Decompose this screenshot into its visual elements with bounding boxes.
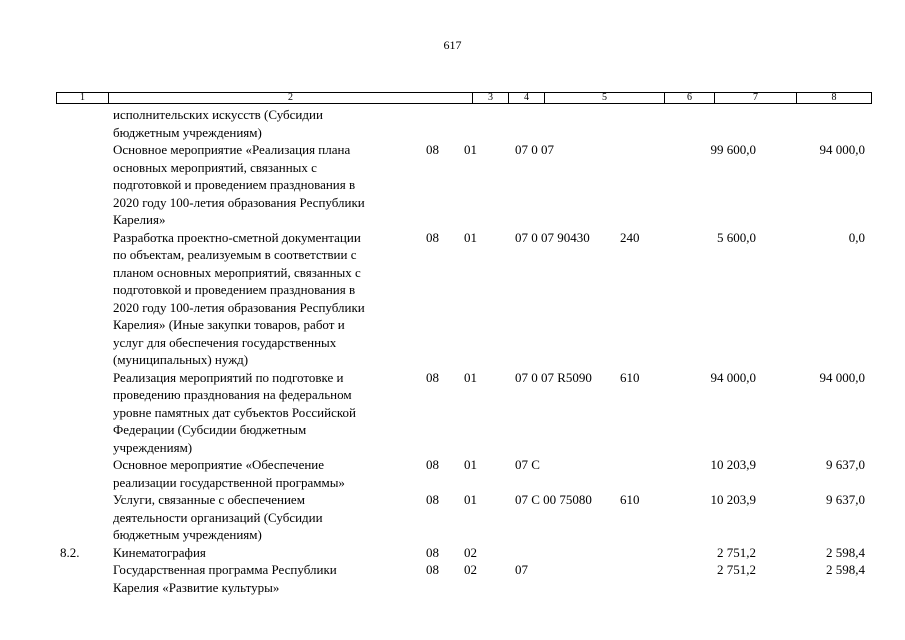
- item-name: [113, 491, 423, 544]
- amount-col7: 2 751,2: [717, 544, 756, 560]
- amount-col8: 9 637,0: [826, 457, 865, 472]
- item-name: [113, 141, 423, 229]
- item-name-line: планом основных мероприятий, связанных с: [113, 264, 361, 280]
- item-name-line: 2020 году 100-летия образования Республики: [113, 299, 365, 315]
- item-name-line: подготовкой и проведением празднования в: [113, 282, 356, 297]
- item-name-line: Карелия»: [113, 212, 166, 227]
- section-code: 08: [426, 142, 439, 157]
- target-article: 07: [515, 562, 528, 577]
- target-article: 07 С: [515, 457, 540, 472]
- amount-col8: 94 000,0: [819, 142, 865, 157]
- item-name-line: учреждениям): [113, 439, 193, 455]
- table-row: [0, 456, 905, 491]
- item-name-line: Государственная программа Республики: [113, 562, 337, 577]
- column-header-4: 4: [509, 93, 545, 104]
- item-name-line: реализации государственной программы»: [113, 474, 345, 490]
- item-name-line: Карелия «Развитие культуры»: [113, 579, 280, 595]
- section-code: 08: [426, 369, 439, 385]
- item-name-line: исполнительских искусств (Субсидии: [113, 107, 323, 122]
- item-name-line: Кинематография: [113, 544, 206, 560]
- target-article: 07 С 00 75080: [515, 492, 592, 507]
- item-name-line: Основное мероприятие «Реализация плана: [113, 142, 351, 157]
- amount-col8: 9 637,0: [826, 492, 865, 507]
- table-row: [0, 491, 905, 544]
- section-code: 08: [426, 492, 439, 507]
- item-name-line: услуг для обеспечения государственных: [113, 334, 337, 350]
- amount-col7: 10 203,9: [710, 492, 756, 507]
- item-name-line: бюджетным учреждениям): [113, 124, 262, 140]
- item-name: [113, 456, 423, 491]
- item-name: [113, 561, 423, 596]
- table-row: [0, 106, 905, 141]
- target-article: 07 0 07 90430: [515, 229, 590, 245]
- column-header-7: 7: [715, 93, 797, 104]
- item-name-line: Разработка проектно-сметной документации: [113, 229, 361, 245]
- item-name-line: Услуги, связанные с обеспечением: [113, 492, 305, 507]
- section-number: 8.2.: [60, 544, 80, 560]
- item-name-line: Реализация мероприятий по подготовке и: [113, 369, 344, 385]
- amount-col7: 94 000,0: [710, 369, 756, 385]
- amount-col7: 2 751,2: [717, 562, 756, 577]
- item-name-line: уровне памятных дат субъектов Российской: [113, 404, 356, 420]
- column-header-5: 5: [545, 93, 665, 104]
- item-name-line: проведению празднования на федеральном: [113, 387, 352, 402]
- item-name-line: основных мероприятий, связанных с: [113, 159, 317, 175]
- column-header-2: 2: [109, 93, 473, 104]
- subsection-code: 01: [464, 457, 477, 472]
- subsection-code: 02: [464, 562, 477, 577]
- subsection-code: 01: [464, 229, 477, 245]
- expense-type: 240: [620, 229, 640, 245]
- item-name-line: 2020 году 100-летия образования Республики: [113, 194, 365, 210]
- column-header-row: [56, 92, 872, 104]
- section-code: 08: [426, 457, 439, 472]
- expense-type: 610: [620, 492, 640, 507]
- item-name-line: деятельности организаций (Субсидии: [113, 509, 323, 525]
- table-row: [0, 229, 905, 369]
- section-code: 08: [426, 562, 439, 577]
- amount-col8: 0,0: [848, 229, 865, 245]
- item-name-line: (муниципальных) нужд): [113, 352, 249, 367]
- item-name-line: по объектам, реализуемым в соответствии с: [113, 247, 357, 262]
- subsection-code: 01: [464, 492, 477, 507]
- column-header-1: 1: [57, 93, 109, 104]
- target-article: 07 0 07 R5090: [515, 369, 592, 385]
- subsection-code: 02: [464, 544, 477, 560]
- amount-col7: 99 600,0: [710, 142, 756, 157]
- item-name-line: Основное мероприятие «Обеспечение: [113, 457, 325, 472]
- column-header-3: 3: [473, 93, 509, 104]
- item-name-line: подготовкой и проведением празднования в: [113, 177, 356, 192]
- item-name: [113, 229, 423, 369]
- item-name-line: Карелия» (Иные закупки товаров, работ и: [113, 317, 345, 332]
- section-code: 08: [426, 229, 439, 245]
- table-row: [0, 141, 905, 229]
- target-article: 07 0 07: [515, 142, 554, 157]
- item-name-line: Федерации (Субсидии бюджетным: [113, 422, 307, 437]
- table-row: [0, 544, 905, 562]
- table-row: [0, 369, 905, 457]
- expense-type: 610: [620, 369, 640, 385]
- amount-col8: 2 598,4: [826, 562, 865, 577]
- item-name: [113, 544, 423, 562]
- subsection-code: 01: [464, 142, 477, 157]
- amount-col7: 5 600,0: [717, 229, 756, 245]
- subsection-code: 01: [464, 369, 477, 385]
- column-header-8: 8: [797, 93, 872, 104]
- column-header-6: 6: [665, 93, 715, 104]
- item-name-line: бюджетным учреждениям): [113, 527, 262, 542]
- section-code: 08: [426, 544, 439, 560]
- amount-col8: 94 000,0: [819, 369, 865, 385]
- item-name: [113, 106, 423, 141]
- amount-col7: 10 203,9: [710, 457, 756, 472]
- page-number: 617: [443, 38, 462, 52]
- amount-col8: 2 598,4: [826, 544, 865, 560]
- table-row: [0, 561, 905, 596]
- item-name: [113, 369, 423, 457]
